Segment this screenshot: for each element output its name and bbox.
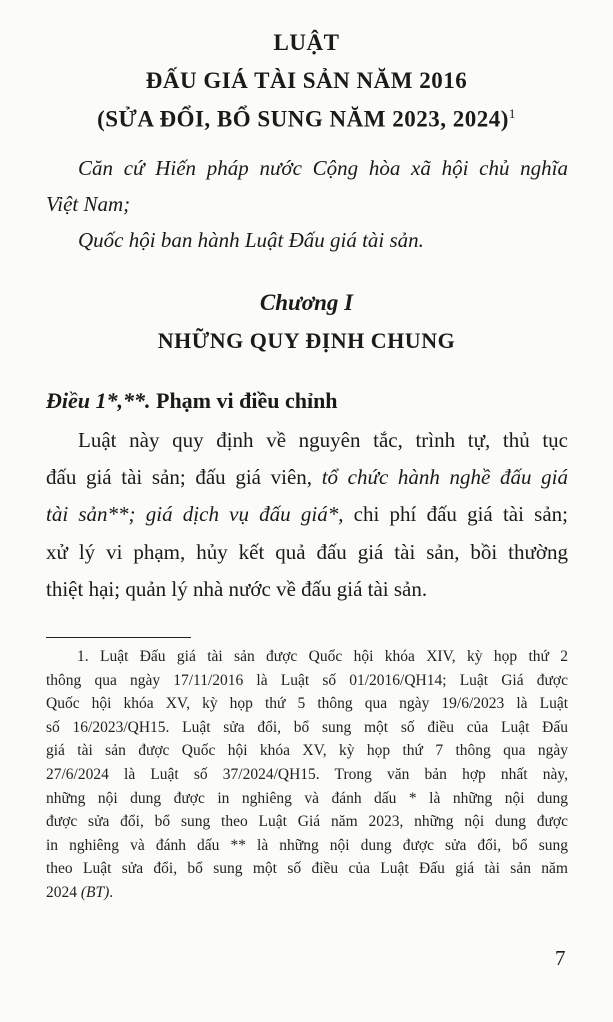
law-title-line1: LUẬT [273, 30, 340, 55]
article-line: Luật này quy định về nguyên tắc, trình tự, thủ tục [78, 428, 568, 452]
footnote-line: thông qua ngày 17/11/2016 là Luật số 01/2016/QH14; Luật Giá được [46, 671, 568, 689]
footnote-line: in nghiêng và đánh dấu ** là những nội dung được sửa đổi, bổ sung [46, 836, 568, 854]
preamble-line: Căn cứ Hiến pháp nước Cộng hòa xã hội chủ nghĩa [78, 156, 568, 180]
law-title-line2: ĐẤU GIÁ TÀI SẢN NĂM 2016 [145, 68, 468, 93]
footnote-line: số 16/2023/QH15. Luật sửa đổi, bổ sung một số điều của Luật Đấu [46, 718, 568, 736]
footnote-line: 2024 (BT). [46, 884, 114, 901]
footnote-divider [46, 637, 191, 638]
article-line: tài sản**; giá dịch vụ đấu giá*, chi phí đấu giá tài sản; [46, 502, 568, 526]
article-line: thiệt hại; quản lý nhà nước về đấu giá tài sản. [46, 577, 428, 601]
article-label: Điều 1*,**. [46, 388, 151, 413]
article-line: đấu giá tài sản; đấu giá viên, tổ chức hành nghề đấu giá [46, 465, 568, 489]
footnote-line: được sửa đổi, bổ sung theo Luật Giá năm 2023, những nội dung được [46, 813, 568, 831]
article-title: Phạm vi điều chỉnh [150, 388, 338, 413]
footnote-line: giá tài sản được Quốc hội khóa XV, kỳ họp thứ 7 thông qua ngày [46, 742, 568, 760]
law-title-amendment: (SỬA ĐỔI, BỔ SUNG NĂM 2023, 2024) [97, 106, 509, 132]
footnote-line: những nội dung được in nghiêng và đánh dấu * là những nội dung [46, 789, 568, 807]
preamble-line: Việt Nam; [46, 192, 131, 216]
preamble-line: Quốc hội ban hành Luật Đấu giá tài sản. [78, 228, 424, 252]
article-heading [46, 388, 568, 414]
footnote-line: 27/6/2024 là Luật số 37/2024/QH15. Trong văn bản hợp nhất này, [46, 766, 568, 783]
footnote-line: theo Luật sửa đổi, bổ sung một số điều của Luật Đấu giá tài sản năm [46, 860, 568, 878]
footnote-ref[interactable]: 1 [508, 106, 516, 121]
chapter-number: Chương I [259, 290, 354, 315]
chapter-title: NHỮNG QUY ĐỊNH CHUNG [157, 328, 456, 353]
footnote-line: 1. Luật Đấu giá tài sản được Quốc hội khóa XIV, kỳ họp thứ 2 [77, 648, 568, 665]
law-title-line3 [0, 106, 613, 133]
page-number: 7 [555, 946, 566, 970]
article-line: xử lý vi phạm, hủy kết quả đấu giá tài sản, bồi thường [46, 540, 568, 564]
footnote-line: Quốc hội khóa XV, kỳ họp thứ 5 thông qua ngày 19/6/2023 là Luật [46, 695, 568, 713]
